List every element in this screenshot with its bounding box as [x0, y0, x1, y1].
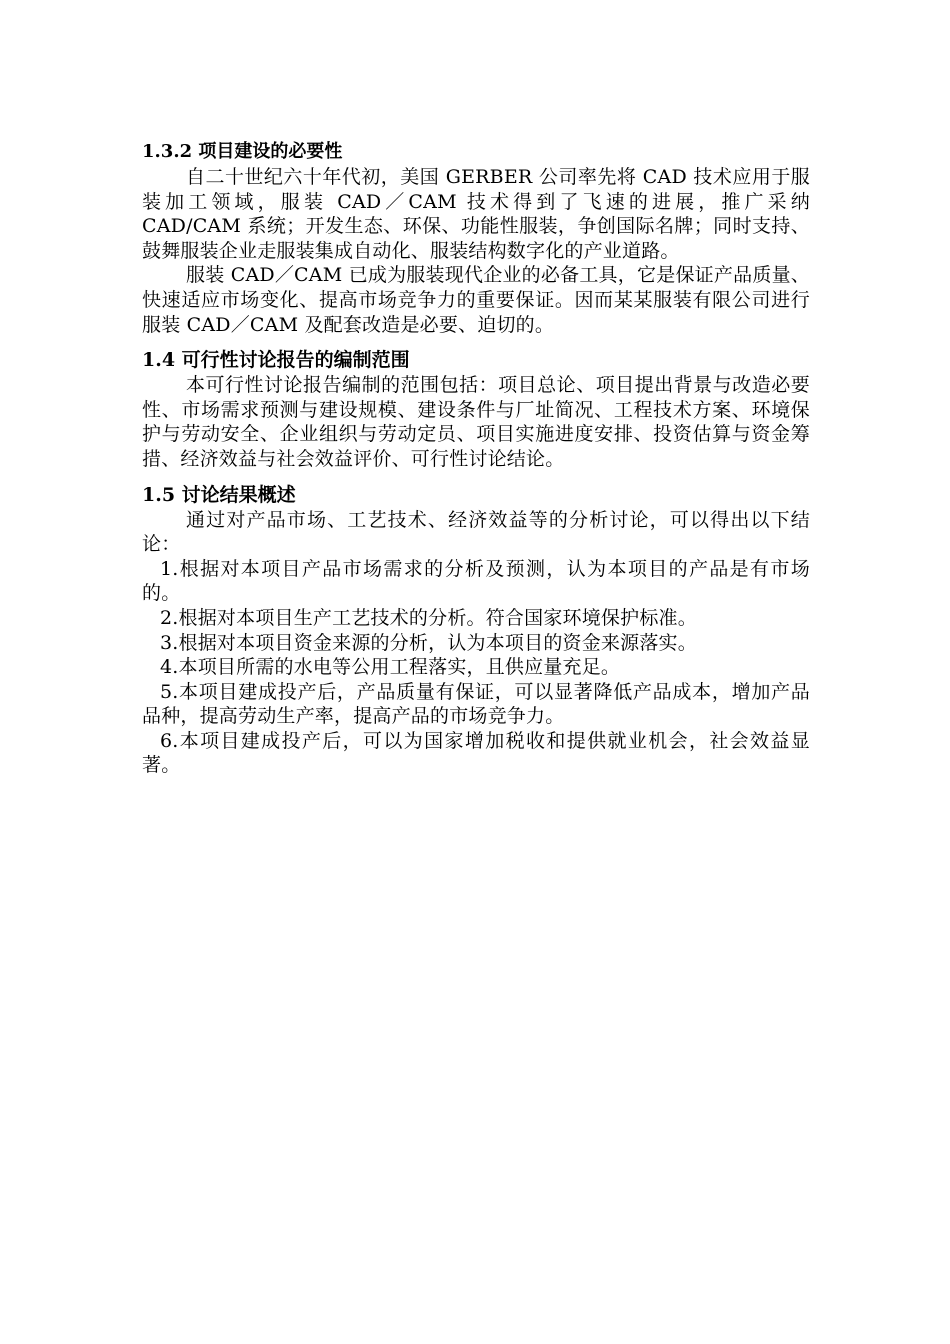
- conclusion-item: 6.本项目建成投产后，可以为国家增加税收和提供就业机会，社会效益显著。: [142, 729, 810, 777]
- paragraph: 通过对产品市场、工艺技术、经济效益等的分析讨论，可以得出以下结论：: [142, 508, 810, 556]
- conclusion-item: 5.本项目建成投产后，产品质量有保证，可以显著降低产品成本，增加产品品种，提高劳动生产率，提高产品的市场竞争力。: [142, 680, 810, 728]
- conclusion-item: 3.根据对本项目资金来源的分析，认为本项目的资金来源落实。: [160, 631, 697, 654]
- paragraph: 自二十世纪六十年代初，美国 GERBER 公司率先将 CAD 技术应用于服装加工领域，服装 CAD／CAM 技术得到了飞速的进展，推广采纳 CAD/CAM 系统；开发生态、环保、功能性服装，争创国际名牌；同时支持、鼓舞服装企业走服装集成自动化、服装结构数字化的产业道路。: [142, 166, 810, 262]
- paragraph: 本可行性讨论报告编制的范围包括：项目总论、项目提出背景与改造必要性、市场需求预测与建设规模、建设条件与厂址简况、工程技术方案、环境保护与劳动安全、企业组织与劳动定员、项目实施进度安排、投资估算与资金筹措、经济效益与社会效益评价、可行性讨论结论。: [142, 374, 810, 470]
- section-necessity: [142, 139, 810, 337]
- section-scope: [142, 347, 810, 471]
- section-heading: 1.5 讨论结果概述: [142, 483, 296, 506]
- document-page: [142, 139, 810, 788]
- conclusion-item: 4.本项目所需的水电等公用工程落实，且供应量充足。: [160, 656, 621, 679]
- section-summary: [142, 482, 810, 779]
- conclusion-item: 1.根据对本项目产品市场需求的分析及预测，认为本项目的产品是有市场的。: [142, 557, 810, 605]
- section-heading: 1.4 可行性讨论报告的编制范围: [142, 349, 410, 372]
- section-heading: 1.3.2 项目建设的必要性: [142, 141, 343, 162]
- paragraph: 服装 CAD／CAM 已成为服装现代企业的必备工具，它是保证产品质量、快速适应市场变化、提高市场竞争力的重要保证。因而某某服装有限公司进行服装 CAD／CAM 及配套改造是必要、迫切的。: [142, 264, 810, 336]
- conclusion-item: 2.根据对本项目生产工艺技术的分析。符合国家环境保护标准。: [160, 606, 697, 629]
- conclusion-list: [142, 557, 810, 778]
